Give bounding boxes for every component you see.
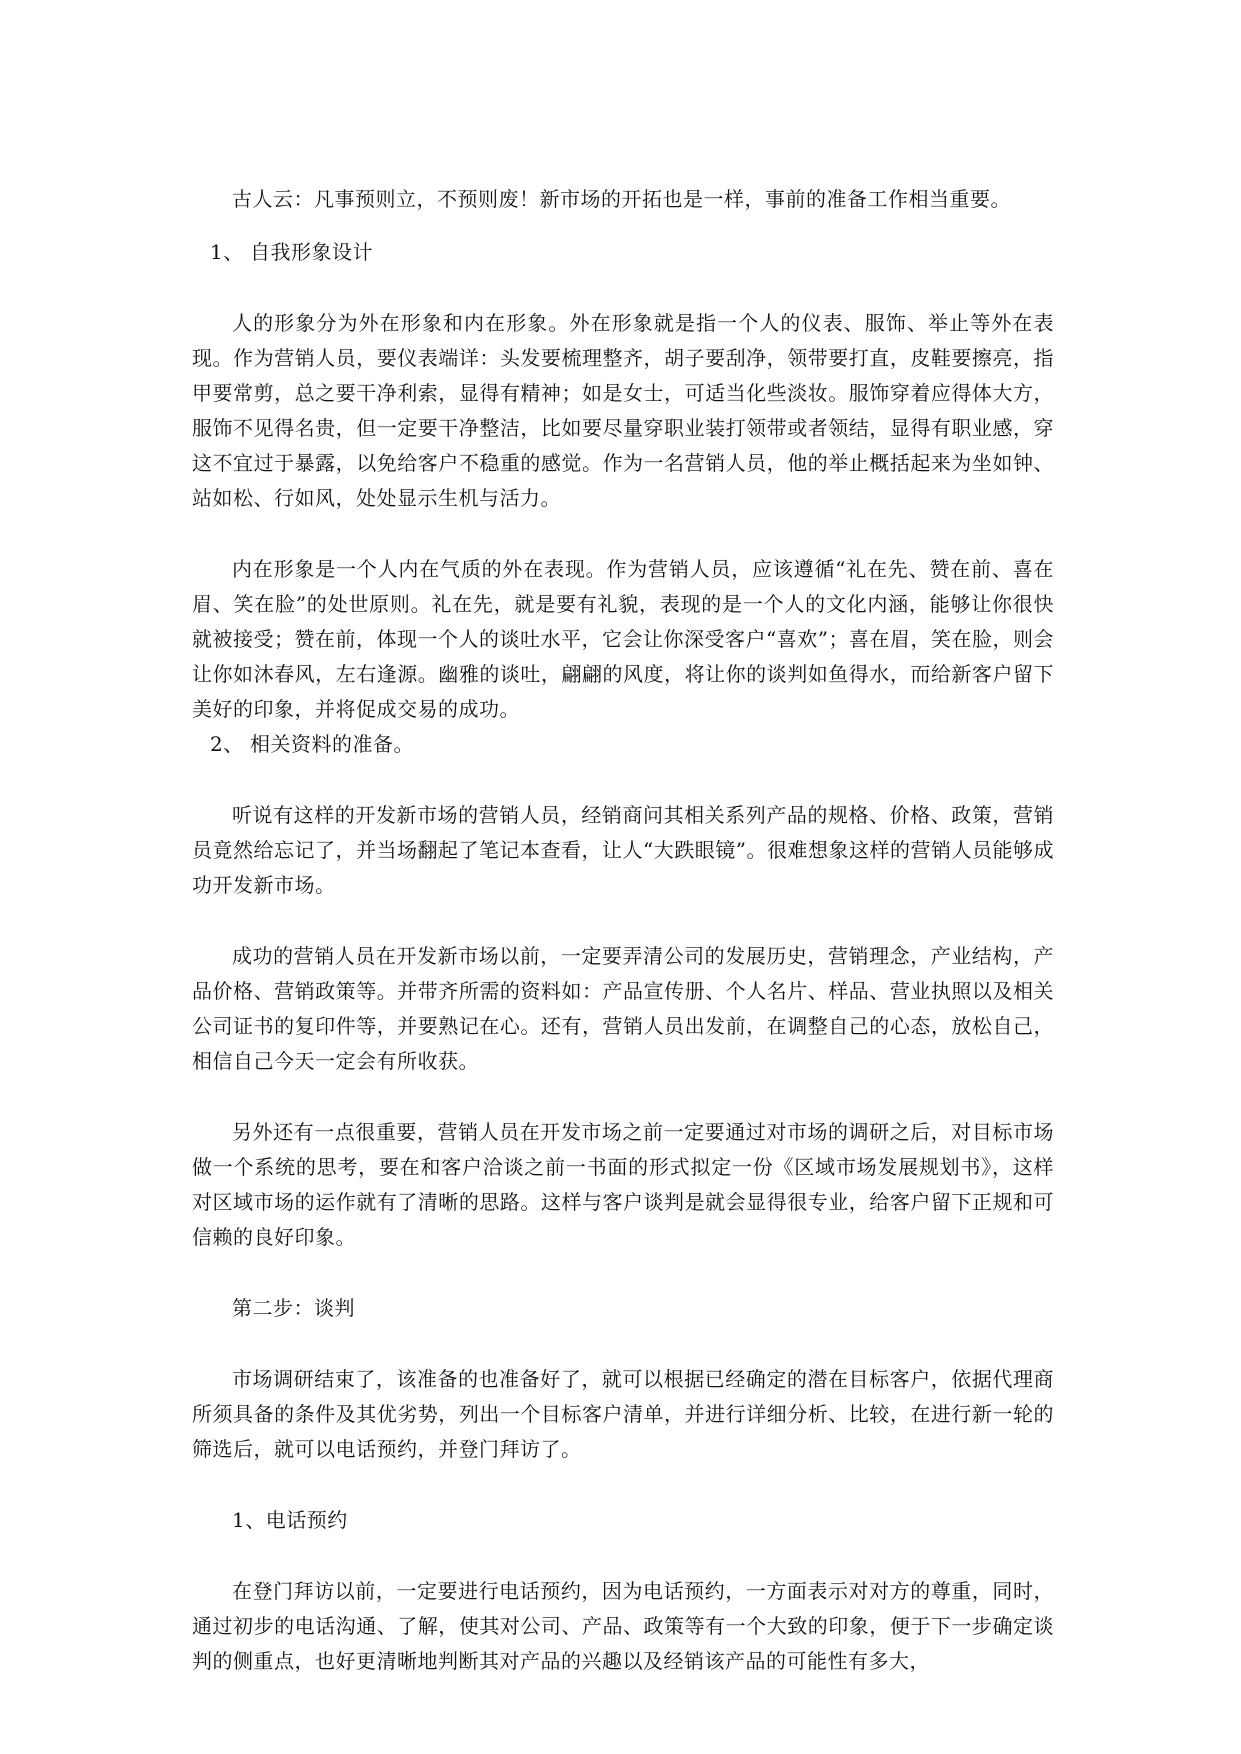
success-paragraph: 成功的营销人员在开发新市场以前，一定要弄清公司的发展历史，营销理念，产业结构，产品价格、营销政策等。并带齐所需的资料如：产品宣传册、个人名片、样品、营业执照以及相关公司证书的复印件等，并要熟记在心。还有，营销人员出发前，在调整自己的心态，放松自己，相信自己今天一定会有所收获。 [192,944,1054,1073]
section-2-number: 2、 [210,732,244,756]
outer-image-paragraph: 人的形象分为外在形象和内在形象。外在形象就是指一个人的仪表、服饰、举止等外在表现。作为营销人员，要仪表端详：头发要梳理整齐，胡子要刮净，领带要打直，皮鞋要擦亮，指甲要常剪，总之要干净利索，显得有精神；如是女士，可适当化些淡妆。服饰穿着应得体大方，服饰不见得名贵，但一定要干净整洁，比如要尽量穿职业装打领带或者领结，显得有职业感，穿这不宜过于暴露，以免给客户不稳重的感觉。作为一名营销人员，他的举止概括起来为坐如钟、站如松、行如风，处处显示生机与活力。 [192,311,1054,510]
section-2-heading [192,727,1054,762]
inner-image-paragraph: 内在形象是一个人内在气质的外在表现。作为营销人员，应该遵循“礼在先、赞在前、喜在眉、笑在脸”的处世原则。礼在先，就是要有礼貌，表现的是一个人的文化内涵，能够让你很快就被接受；赞在前，体现一个人的谈吐水平，它会让你深受客户“喜欢”；喜在眉，笑在脸，则会让你如沐春风，左右逢源。幽雅的谈吐，翩翩的风度，将让你的谈判如鱼得水，而给新客户留下美好的印象，并将促成交易的成功。 [192,557,1054,721]
heard-paragraph: 听说有这样的开发新市场的营销人员，经销商问其相关系列产品的规格、价格、政策，营销员竟然给忘记了，并当场翻起了笔记本查看，让人“大跌眼镜”。很难想象这样的营销人员能够成功开发新市场。 [192,803,1054,897]
intro-paragraph: 古人云：凡事预则立，不预则废！新市场的开拓也是一样，事前的准备工作相当重要。 [232,187,1011,211]
phone-heading: 1、电话预约 [232,1508,348,1532]
phone-paragraph: 在登门拜访以前，一定要进行电话预约，因为电话预约，一方面表示对对方的尊重，同时，通过初步的电话沟通、了解，使其对公司、产品、政策等有一个大致的印象，便于下一步确定谈判的侧重点，也好更清晰地判断其对产品的兴趣以及经销该产品的可能性有多大， [192,1579,1054,1673]
another-paragraph: 另外还有一点很重要，营销人员在开发市场之前一定要通过对市场的调研之后，对目标市场做一个系统的思考，要在和客户洽谈之前一书面的形式拟定一份《区域市场发展规划书》，这样对区域市场的运作就有了清晰的思路。这样与客户谈判是就会显得很专业，给客户留下正规和可信赖的良好印象。 [192,1120,1054,1249]
step-2-heading: 第二步：谈判 [232,1296,355,1320]
section-1-number: 1、 [210,240,244,264]
document-body [192,182,1054,1679]
section-1-heading [192,235,1054,270]
research-paragraph: 市场调研结束了，该准备的也准备好了，就可以根据已经确定的潜在目标客户，依据代理商所须具备的条件及其优劣势，列出一个目标客户清单，并进行详细分析、比较，在进行新一轮的筛选后，就可以电话预约，并登门拜访了。 [192,1367,1054,1461]
section-1-title: 自我形象设计 [250,240,373,264]
section-2-title: 相关资料的准备。 [250,732,414,756]
